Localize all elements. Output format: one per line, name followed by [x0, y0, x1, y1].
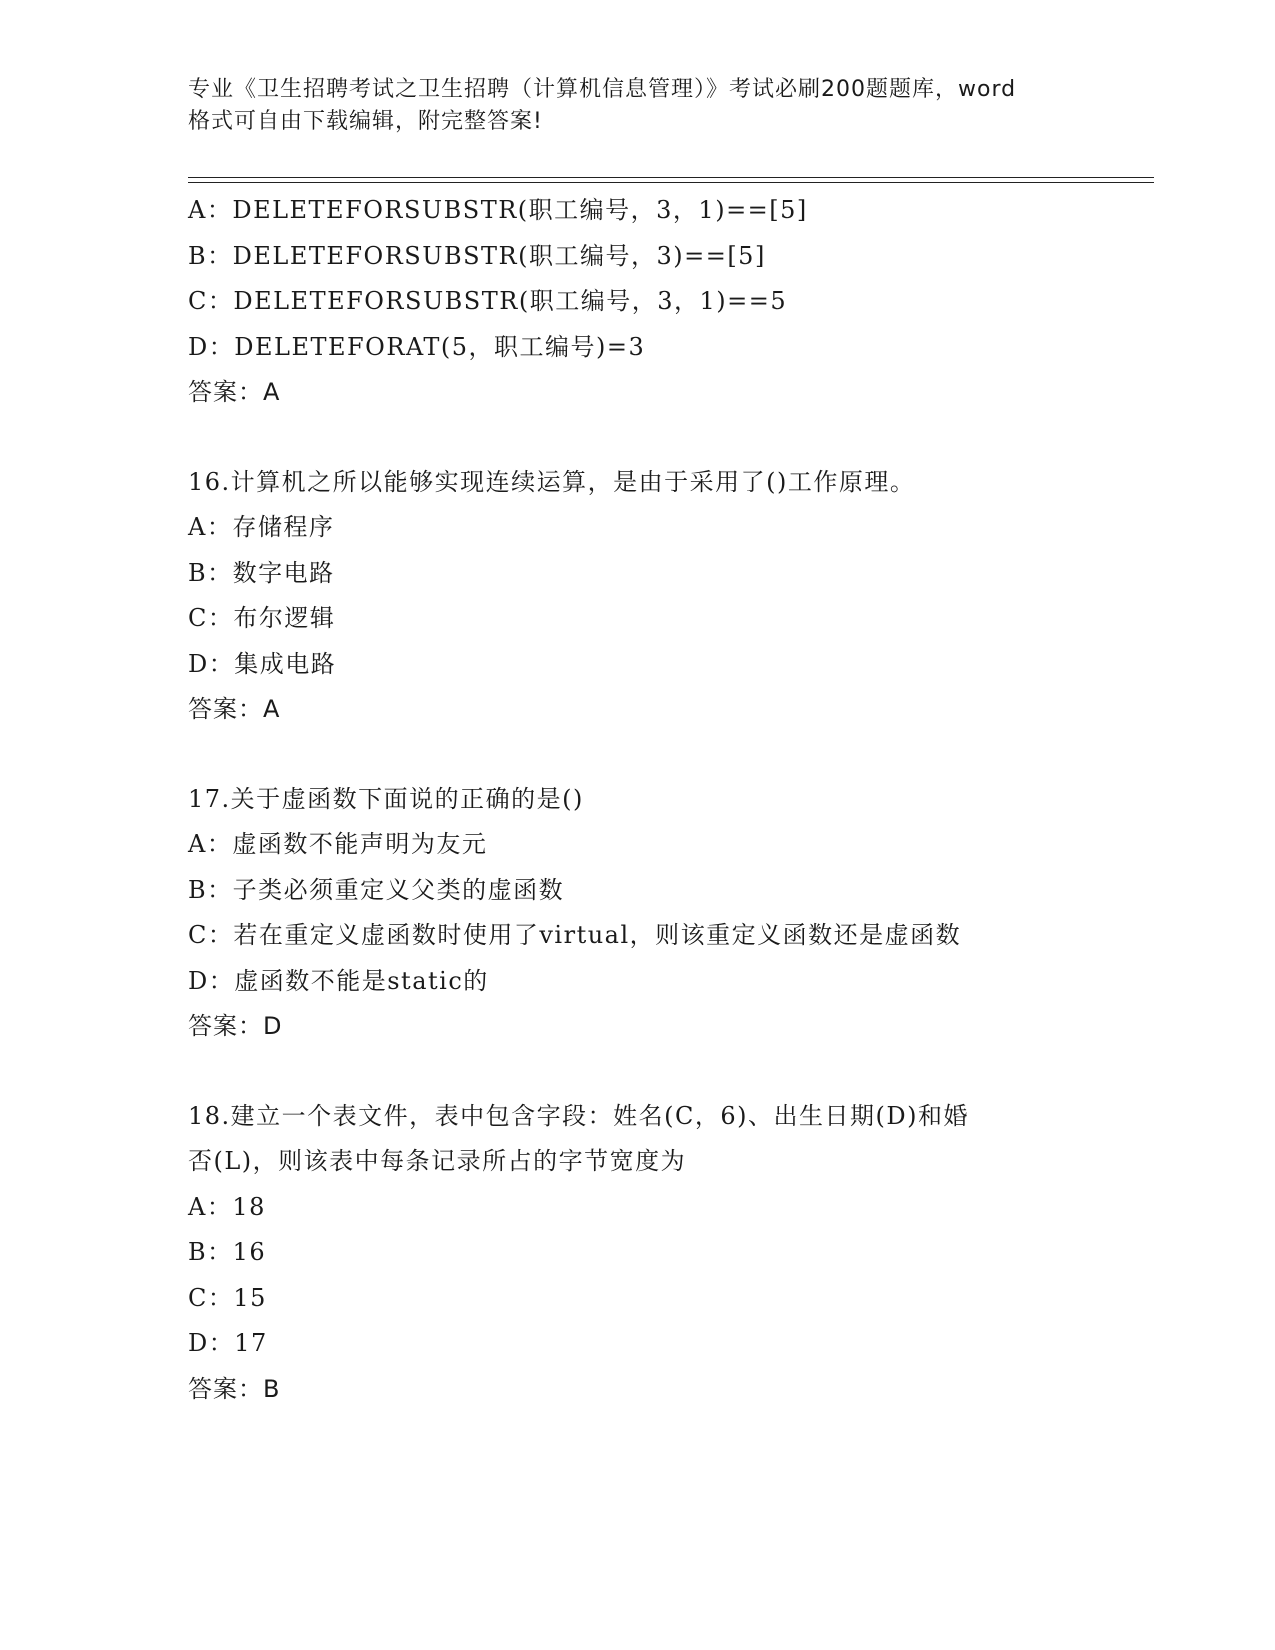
question-18 [188, 1094, 1148, 1413]
option-c: C：15 [188, 1283, 267, 1312]
option-a: A：DELETEFORSUBSTR(职工编号，3，1)==[5] [188, 196, 808, 224]
answer: 答案：B [188, 1374, 281, 1403]
option-b: B：数字电路 [188, 558, 335, 587]
question-stem-line-2: 否(L)，则该表中每条记录所占的字节宽度为 [188, 1147, 687, 1175]
question-15 [188, 188, 1148, 416]
option-d: D：17 [188, 1329, 268, 1357]
option-a: A：虚函数不能声明为友元 [188, 830, 488, 858]
option-c: C：DELETEFORSUBSTR(职工编号，3，1)==5 [188, 287, 788, 315]
option-b: B：16 [188, 1238, 267, 1266]
option-d: D：虚函数不能是static的 [188, 966, 489, 995]
question-stem: 17.关于虚函数下面说的正确的是() [188, 784, 584, 813]
question-17 [188, 777, 1148, 1050]
option-d: D：集成电路 [188, 649, 337, 678]
question-stem-line-1: 18.建立一个表文件，表中包含字段：姓名(C，6)、出生日期(D)和婚 [188, 1101, 969, 1130]
document-header [188, 74, 1088, 138]
option-b: B：子类必须重定义父类的虚函数 [188, 875, 565, 904]
header-title-line-1: 专业《卫生招聘考试之卫生招聘（计算机信息管理）》考试必刷200题题库，word [188, 77, 1017, 102]
option-a: A：18 [188, 1192, 266, 1221]
question-list [188, 188, 1148, 1412]
option-c: C：若在重定义虚函数时使用了virtual，则该重定义函数还是虚函数 [188, 921, 962, 949]
header-title-line-2: 格式可自由下载编辑，附完整答案! [188, 109, 543, 134]
question-16 [188, 460, 1148, 733]
option-b: B：DELETEFORSUBSTR(职工编号，3)==[5] [188, 241, 766, 270]
header-divider-top [188, 177, 1154, 178]
header-divider-bottom [188, 182, 1154, 183]
option-d: D：DELETEFORAT(5，职工编号)=3 [188, 332, 646, 361]
question-stem: 16.计算机之所以能够实现连续运算，是由于采用了()工作原理。 [188, 467, 916, 496]
option-a: A：存储程序 [188, 513, 335, 541]
answer: 答案：A [188, 378, 281, 406]
option-c: C：布尔逻辑 [188, 604, 336, 632]
answer: 答案：D [188, 1012, 283, 1040]
answer: 答案：A [188, 695, 281, 723]
